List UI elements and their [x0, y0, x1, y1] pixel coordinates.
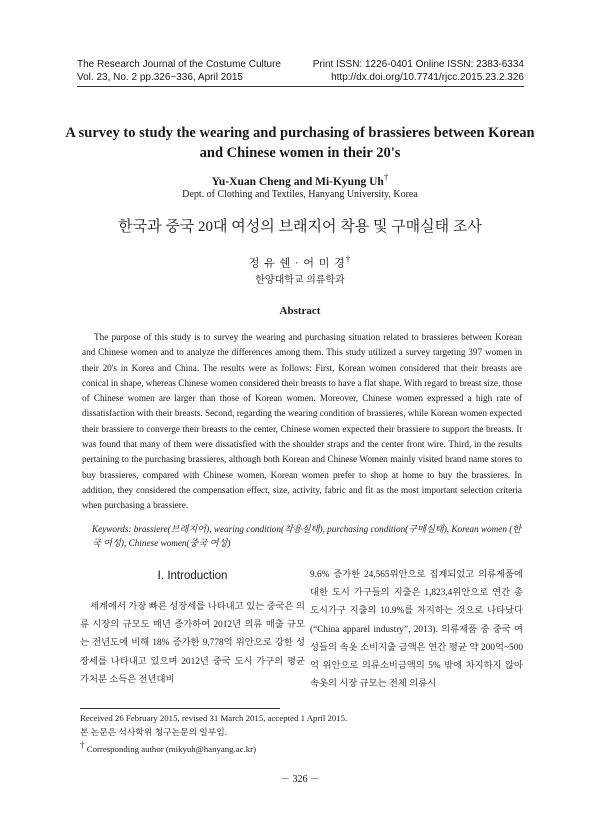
author-names: Yu-Xuan Cheng and Mi-Kyung Uh [211, 175, 384, 188]
journal-header [77, 58, 281, 84]
korean-affiliation: 한양대학교 의류학과 [255, 275, 345, 286]
korean-dagger-mark: † [345, 254, 352, 264]
page-number: － 326 － [280, 774, 320, 785]
korean-author-names: 정 유 쉔 · 어 미 경 [248, 257, 346, 270]
affiliation: Dept. of Clothing and Textiles, Hanyang University, Korea [182, 189, 418, 200]
journal-volume: Vol. 23, No. 2 pp.326~336, April 2015 [77, 72, 243, 83]
abstract-heading: Abstract [279, 305, 321, 317]
received-note: Received 26 February 2015, revised 31 March 2015, accepted 1 April 2015. [80, 713, 348, 723]
issn: Print ISSN: 1226-0401 Online ISSN: 2383-6334 [312, 59, 524, 70]
keywords-text: brassiere(브래지어), wearing condition(착용실태), purchasing condition(구매실태), Korean women (한국 여성), Chinese women(중국 여성) [92, 524, 522, 548]
paper-title: A survey to study the wearing and purchasing of brassieres between Korean and Chinese women in their 20's [65, 125, 535, 161]
journal-name: The Research Journal of the Costume Culture [77, 59, 281, 70]
footnotes [80, 712, 525, 756]
intro-right-column: 9.6% 증가한 24,565위안으로 집계되었고 의류제품에 대한 도시 가구들의 지출은 1,823,4위안으로 연간 총 도시가구 지출의 10.9%를 차지하는 것으로 나타났다(“China apparel industry”, 2013). 의류제품 중 중국 여성들의 속옷 소비지출 금액은 연간 평균 약 200억~500억 위안으로 의류소비금액의 5% 밖에 차지하지 않아 속옷의 시장 규모는 전체 의류시 [310, 570, 523, 690]
keywords-label: Keywords: [92, 524, 132, 534]
corresponding-note [80, 739, 525, 756]
doi-link[interactable]: http://dx.doi.org/10.7741/rjcc.2015.23.2.326 [331, 72, 524, 83]
footnote-rule [80, 708, 280, 709]
thesis-note: 본 논문은 석사학위 청구논문의 일부임. [80, 726, 227, 737]
footnote-dagger: † [80, 740, 85, 750]
korean-title: 한국과 중국 20대 여성의 브래지어 착용 및 구매실태 조사 [118, 219, 482, 235]
authors [60, 172, 540, 188]
keywords [92, 522, 522, 550]
abstract-body: The purpose of this study is to survey the wearing and purchasing situation related to brassieres between Korean and Chinese women and to analyze the differences among them. This study utilized a survey targeting 397 women in their 20's in Korea and China. The results were as follows: First, Korean women considered that their breasts are conical in shape, whereas Chinese women considered their breasts to have a flat shape. With regard to breast size, those of Chinese women are larger than those of Korean women. Moreover, Chinese women expressed a high rate of dissatisfaction with their breasts. Second, regarding the wearing condition of brassieres, while Korean women expected their brassiere to converge their breasts to the center, Chinese women expected their brassiere to support the breasts. It was found that many of them were dissatisfied with the shoulder straps and the center front wire. Third, in the results pertaining to the purchasing brassieres, although both Korean and Chinese Women mainly visited brand name stores to buy brassieres, compared with Chinese women, Korean women prefer to shop at home to buy the brassieres. In addition, they considered the compensation effect, size, activity, fabric and fit as the most important selection criteria when purchasing a brassiere. [82, 332, 522, 511]
issn-header [313, 58, 524, 84]
section-heading: Ⅰ. Introduction [157, 570, 228, 582]
korean-authors [60, 254, 540, 271]
dagger-mark: † [383, 172, 389, 182]
header-rule [77, 86, 524, 87]
intro-left-column: 세계에서 가장 빠른 성장세를 나타내고 있는 중국은 의류 시장의 규모도 매년 증가하여 2012년 의류 매출 규모는 전년도에 비해 18% 증가한 9,778억 위안으로 강한 성장세를 나타내고 있으며 2012년 중국 도시 가구의 평균 가처분 소득은 전년대비 [80, 602, 305, 685]
corresponding-text: Corresponding author (mikyuh@hanyang.ac.kr) [86, 743, 257, 754]
